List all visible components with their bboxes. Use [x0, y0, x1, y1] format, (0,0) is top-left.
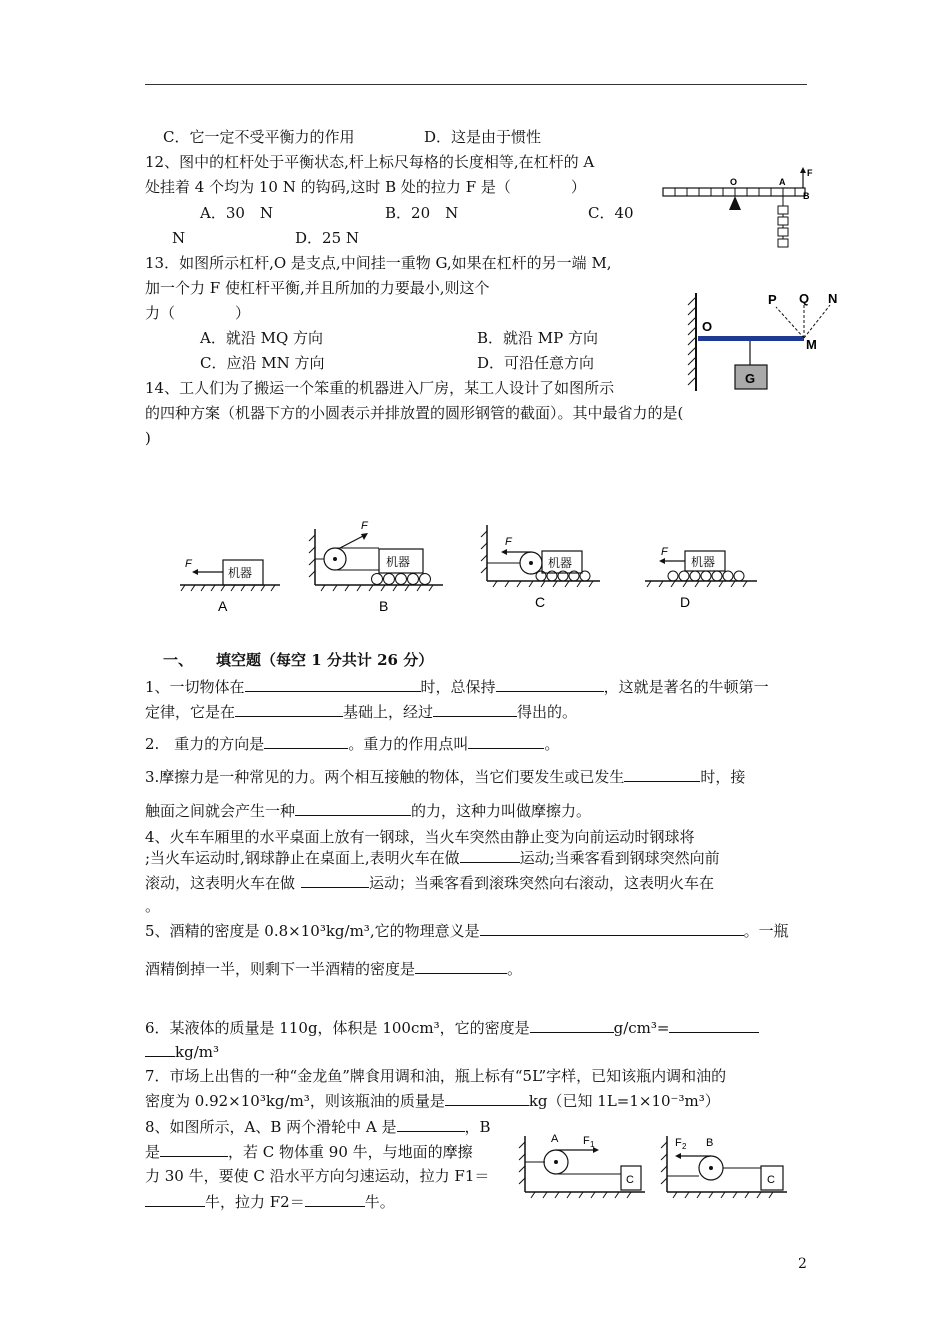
q13-option-d: D．可沿任意方向 — [477, 354, 595, 372]
f4-line3: 滚动，这表明火车在做 运动；当乘客看到滚珠突然向右滚动，这表明火车在 — [145, 874, 715, 892]
q14-stem-line1: 14、工人们为了搬运一个笨重的机器进入厂房，某工人设计了如图所示 — [145, 379, 615, 397]
q13-label-o: O — [702, 319, 713, 334]
f7-line1: 7．市场上出售的一种“金龙鱼”牌食用调和油，瓶上标有“5L”字样，已知该瓶内调和油的 — [145, 1067, 727, 1085]
f8-line1: 8、如图所示，A、B 两个滑轮中 A 是 ，B — [145, 1118, 491, 1136]
q14-machine-d: 机器 — [691, 555, 716, 569]
q12-label-a: A — [779, 177, 786, 187]
q14-stem-line2: 的四种方案（机器下方的小圆表示并排放置的圆形钢管的截面）。其中最省力的是( — [145, 404, 684, 422]
f8-line4: 牛，拉力 F2＝ 牛。 — [145, 1191, 395, 1212]
q13-label-g: G — [745, 371, 756, 386]
f8-label-c-left: C — [626, 1174, 634, 1186]
q12-stem-line1: 12、图中的杠杆处于平衡状态,杆上标尺每格的长度相等,在杠杆的 A — [145, 153, 595, 171]
q13-option-b: B．就沿 MP 方向 — [477, 329, 599, 347]
f3-line1: 3.摩擦力是一种常见的力。两个相互接触的物体，当它们要发生或已发生 时，接 — [145, 768, 746, 786]
q14-force-c: F — [505, 536, 512, 548]
q12-option-c-unit: N — [172, 229, 186, 247]
f1-line1: 1、一切物体在 时，总保持 ，这就是著名的牛顿第一 — [145, 678, 769, 696]
q13-label-m: M — [806, 337, 817, 352]
q12-stem-line2: 处挂着 4 个均为 10 N 的钩码,这时 B 处的拉力 F 是（ ） — [145, 178, 586, 196]
q14-label-c: C — [535, 594, 546, 610]
header-rule — [145, 84, 807, 85]
f4-line2: ;当火车运动时,钢球静止在桌面上,表明火车在做 运动;当乘客看到钢球突然向前 — [145, 849, 720, 867]
f6-line1: 6．某液体的质量是 110g，体积是 100cm³，它的密度是 g/cm³= — [145, 1017, 759, 1038]
f6-line2: kg/m³ — [145, 1041, 219, 1062]
q13-stem-line2: 加一个力 F 使杠杆平衡,并且所加的力要最小,则这个 — [145, 279, 490, 297]
q14-options-figure — [175, 515, 775, 615]
f8-label-f1-sub: 1 — [590, 1140, 595, 1149]
q11-option-c: C．它一定不受平衡力的作用 — [163, 128, 355, 146]
q13-stem-line1: 13．如图所示杠杆,O 是支点,中间挂一重物 G,如果在杠杆的另一端 M, — [145, 254, 612, 272]
f5-line2: 酒精倒掉一半，则剩下一半酒精的密度是 。 — [145, 960, 523, 978]
q14-label-a: A — [218, 598, 228, 614]
q13-option-c: C．应沿 MN 方向 — [200, 354, 325, 372]
q14-force-a: F — [185, 558, 192, 570]
q14-diagram-d — [645, 546, 757, 610]
q14-force-b: F — [361, 520, 368, 532]
f4-line4: 。 — [145, 897, 161, 915]
q14-machine-b: 机器 — [386, 555, 411, 569]
f8-label-b: B — [706, 1137, 714, 1149]
q14-label-d: D — [680, 594, 691, 610]
f2-line: 2. 重力的方向是 。重力的作用点叫 。 — [145, 735, 560, 753]
f8-label-c-right: C — [767, 1174, 775, 1186]
f8-label-a: A — [551, 1133, 559, 1145]
q13-stem-line3: 力（ ） — [145, 304, 251, 322]
f7-line2: 密度为 0.92×10³kg/m³，则该瓶油的质量是 kg（已知 1L=1×10⁻³m³） — [145, 1092, 720, 1110]
section-number: 一、 — [163, 651, 194, 669]
q14-force-d: F — [661, 546, 668, 558]
q12-option-d: D．25 N — [295, 229, 360, 247]
q12-label-o: O — [730, 177, 738, 187]
f8-label-f2-sub: 2 — [682, 1142, 687, 1151]
f8-pulley-figure — [515, 1128, 795, 1200]
q13-lever-figure — [680, 287, 845, 395]
q13-option-a: A．就沿 MQ 方向 — [200, 329, 324, 347]
q14-label-b: B — [379, 598, 389, 614]
q14-diagram-b — [309, 520, 443, 614]
f8-line2: 是 ，若 C 物体重 90 牛，与地面的摩擦 — [145, 1143, 473, 1161]
f1-line2: 定律，它是在 基础上，经过 得出的。 — [145, 703, 578, 721]
f8-label-f2: F — [675, 1137, 682, 1149]
q12-label-b: B — [803, 191, 810, 201]
f4-line1: 4、火车车厢里的水平桌面上放有一钢球，当火车突然由静止变为向前运动时钢球将 — [145, 828, 695, 846]
q12-option-c: C．40 — [588, 204, 634, 222]
q12-label-f: F — [807, 168, 813, 178]
q14-diagram-a — [180, 558, 280, 614]
f8-line3: 力 30 牛，要使 C 沿水平方向匀速运动，拉力 F1＝ — [145, 1167, 490, 1185]
q13-label-n: N — [828, 291, 838, 306]
f8-label-f1: F — [583, 1135, 590, 1147]
f3-line2: 触面之间就会产生一种 的力，这种力叫做摩擦力。 — [145, 802, 592, 820]
q12-option-b: B．20 N — [385, 204, 459, 222]
page-number: 2 — [798, 1256, 807, 1272]
q14-stem-line3: ) — [145, 429, 151, 447]
f5-line1: 5、酒精的密度是 0.8×10³kg/m³,它的物理意义是 。一瓶 — [145, 922, 789, 940]
q14-machine-a: 机器 — [228, 566, 253, 580]
section-title: 填空题（每空 1 分共计 26 分） — [216, 651, 434, 669]
q13-label-q: Q — [799, 291, 810, 306]
q11-option-d: D．这是由于惯性 — [424, 128, 542, 146]
q13-label-p: P — [768, 292, 777, 307]
q14-diagram-c — [481, 525, 600, 610]
q14-machine-c: 机器 — [548, 556, 573, 570]
q12-lever-figure — [658, 166, 818, 258]
q12-option-a: A．30 N — [200, 204, 274, 222]
